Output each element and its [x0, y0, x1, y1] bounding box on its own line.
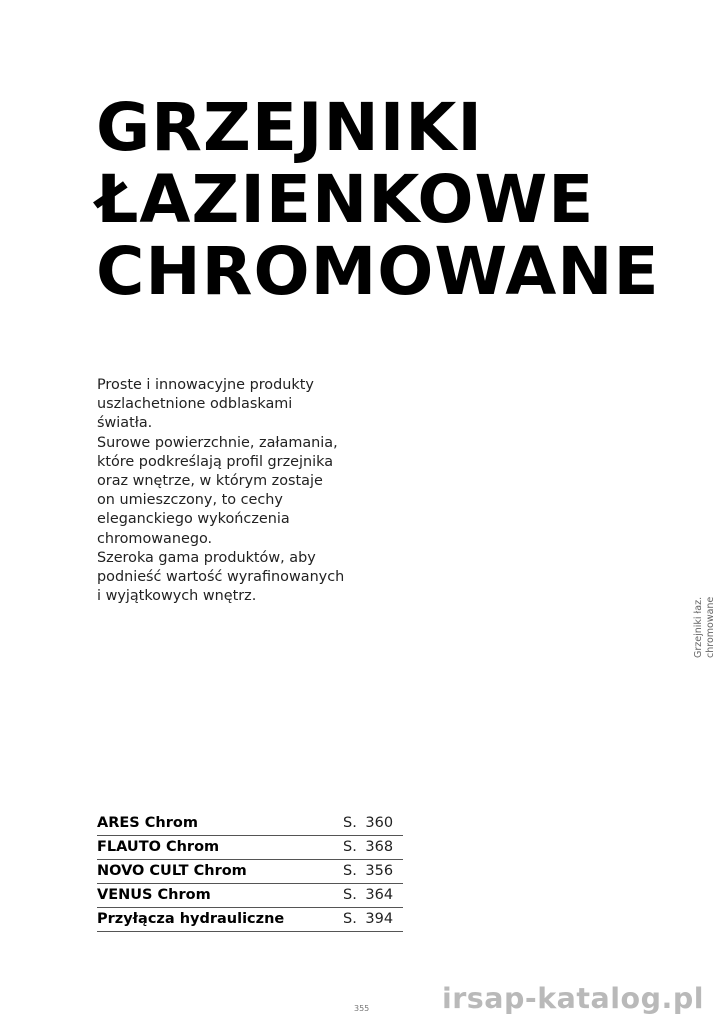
intro-line: eleganckiego wykończenia — [97, 511, 290, 528]
intro-line: Szeroka gama produktów, aby — [97, 549, 316, 566]
index-page-ref: S. 364 — [343, 887, 394, 903]
intro-line: uszlachetnione odblaskami — [97, 396, 293, 413]
watermark: irsap-katalog.pl — [441, 982, 704, 1015]
index-row[interactable] — [97, 884, 403, 908]
title-line: ŁAZIENKOWE — [96, 161, 595, 238]
index-page-ref: S. 394 — [343, 911, 394, 927]
index-row[interactable] — [97, 836, 403, 860]
index-page-ref: S. 368 — [343, 839, 394, 855]
title-line: GRZEJNIKI — [96, 89, 483, 166]
index-product-name: Przyłącza hydrauliczne — [97, 911, 285, 927]
index-page-ref: S. 356 — [343, 863, 394, 879]
intro-line: i wyjątkowych wnętrz. — [97, 588, 257, 605]
side-label-line: chromowane — [705, 596, 716, 658]
index-product-name: ARES Chrom — [97, 815, 198, 831]
intro-line: Surowe powierzchnie, załamania, — [97, 434, 338, 451]
index-page-ref: S. 360 — [343, 815, 394, 831]
title-line: CHROMOWANE — [96, 233, 660, 310]
index-product-name: NOVO CULT Chrom — [97, 863, 247, 879]
product-index — [97, 812, 403, 932]
intro-line: które podkreślają profil grzejnika — [97, 453, 334, 470]
index-row[interactable] — [97, 860, 403, 884]
index-product-name: VENUS Chrom — [97, 887, 211, 903]
page-number: 355 — [354, 1004, 370, 1013]
index-row[interactable] — [97, 908, 403, 932]
intro-line: światła. — [97, 415, 153, 432]
index-product-name: FLAUTO Chrom — [97, 839, 220, 855]
intro-line: oraz wnętrze, w którym zostaje — [97, 473, 323, 490]
side-label-line: Grzejniki łaz. — [693, 596, 704, 658]
intro-line: chromowanego. — [97, 530, 213, 547]
intro-line: on umieszczony, to cechy — [97, 492, 283, 509]
intro-line: podnieść wartość wyrafinowanych — [97, 569, 345, 586]
intro-line: Proste i innowacyjne produkty — [97, 377, 314, 393]
page-title — [96, 89, 660, 310]
section-side-label — [693, 597, 717, 658]
index-row[interactable] — [97, 812, 403, 836]
intro-paragraph — [97, 376, 367, 606]
